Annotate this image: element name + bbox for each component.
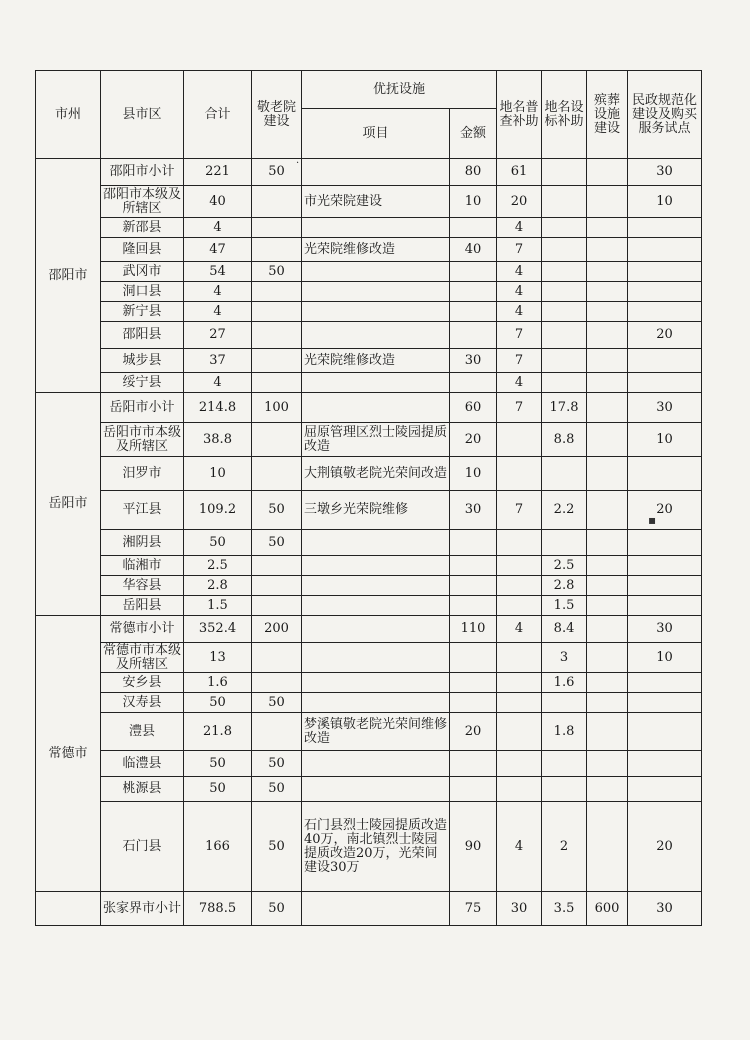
- total-cell: 4: [184, 218, 252, 238]
- table-row: [36, 616, 702, 643]
- project-cell: [302, 777, 450, 802]
- funeral-cell: [587, 423, 628, 457]
- table-row: [36, 186, 702, 218]
- table-row: [36, 530, 702, 556]
- amount-cell: 90: [450, 802, 497, 892]
- civil-cell: [628, 556, 702, 576]
- survey-cell: 7: [497, 393, 542, 423]
- elderly-cell: [252, 713, 302, 751]
- total-cell: 214.8: [184, 393, 252, 423]
- county-cell: 邵阳县: [101, 322, 184, 349]
- county-cell: 岳阳县: [101, 596, 184, 616]
- funeral-cell: [587, 491, 628, 530]
- marker-cell: [542, 262, 587, 282]
- amount-cell: [450, 556, 497, 576]
- total-cell: 109.2: [184, 491, 252, 530]
- table-row: [36, 576, 702, 596]
- elderly-cell: 50: [252, 892, 302, 926]
- funeral-cell: [587, 159, 628, 186]
- civil-cell: [628, 218, 702, 238]
- elderly-cell: [252, 596, 302, 616]
- total-cell: 10: [184, 457, 252, 491]
- header-total: 合计: [184, 71, 252, 159]
- project-cell: [302, 596, 450, 616]
- county-cell: 汉寿县: [101, 693, 184, 713]
- total-cell: 352.4: [184, 616, 252, 643]
- table-row: [36, 349, 702, 373]
- marker-cell: 8.8: [542, 423, 587, 457]
- survey-cell: 4: [497, 373, 542, 393]
- funeral-cell: [587, 302, 628, 322]
- total-cell: 1.6: [184, 673, 252, 693]
- funeral-cell: [587, 596, 628, 616]
- amount-cell: 40: [450, 238, 497, 262]
- total-cell: 50: [184, 693, 252, 713]
- project-cell: [302, 302, 450, 322]
- amount-cell: 10: [450, 186, 497, 218]
- header-project: 项目: [302, 109, 450, 159]
- header-amount: 金额: [450, 109, 497, 159]
- marker-cell: [542, 282, 587, 302]
- header-place-name-marker: 地名设标补助: [542, 71, 587, 159]
- project-cell: [302, 751, 450, 777]
- marker-cell: [542, 322, 587, 349]
- civil-cell: [628, 530, 702, 556]
- civil-cell: 20: [628, 802, 702, 892]
- project-cell: [302, 218, 450, 238]
- total-cell: 50: [184, 530, 252, 556]
- civil-cell: 10: [628, 643, 702, 673]
- table-row: [36, 693, 702, 713]
- marker-cell: [542, 457, 587, 491]
- amount-cell: [450, 322, 497, 349]
- survey-cell: 7: [497, 491, 542, 530]
- survey-cell: [497, 457, 542, 491]
- marker-cell: 1.8: [542, 713, 587, 751]
- elderly-cell: [252, 322, 302, 349]
- header-row-1: [36, 71, 702, 109]
- survey-cell: 61: [497, 159, 542, 186]
- scan-speck: ▪: [648, 513, 657, 527]
- total-cell: 50: [184, 777, 252, 802]
- elderly-cell: [252, 457, 302, 491]
- marker-cell: [542, 186, 587, 218]
- survey-cell: [497, 713, 542, 751]
- project-cell: [302, 530, 450, 556]
- funeral-cell: [587, 713, 628, 751]
- elderly-cell: 50: [252, 159, 302, 186]
- project-cell: [302, 693, 450, 713]
- survey-cell: 7: [497, 322, 542, 349]
- total-cell: 4: [184, 373, 252, 393]
- total-cell: 221: [184, 159, 252, 186]
- project-cell: 屈原管理区烈士陵园提质改造: [302, 423, 450, 457]
- funeral-cell: [587, 616, 628, 643]
- civil-cell: 30: [628, 616, 702, 643]
- marker-cell: [542, 302, 587, 322]
- county-cell: 华容县: [101, 576, 184, 596]
- survey-cell: [497, 777, 542, 802]
- total-cell: 166: [184, 802, 252, 892]
- elderly-cell: [252, 423, 302, 457]
- county-cell: 城步县: [101, 349, 184, 373]
- header-elderly-home: 敬老院建设: [252, 71, 302, 159]
- table-row: [36, 673, 702, 693]
- survey-cell: [497, 530, 542, 556]
- marker-cell: 2.2: [542, 491, 587, 530]
- survey-cell: 4: [497, 802, 542, 892]
- table-body: [36, 159, 702, 926]
- funeral-cell: [587, 238, 628, 262]
- table-row: [36, 491, 702, 530]
- marker-cell: [542, 777, 587, 802]
- total-cell: 13: [184, 643, 252, 673]
- county-cell: 临澧县: [101, 751, 184, 777]
- county-cell: 新邵县: [101, 218, 184, 238]
- elderly-cell: [252, 238, 302, 262]
- amount-cell: [450, 643, 497, 673]
- civil-cell: 10: [628, 423, 702, 457]
- survey-cell: [497, 556, 542, 576]
- project-cell: [302, 892, 450, 926]
- funeral-cell: [587, 349, 628, 373]
- header-civil-affairs: 民政规范化建设及购买服务试点: [628, 71, 702, 159]
- project-cell: [302, 282, 450, 302]
- survey-cell: [497, 693, 542, 713]
- header-county: 县市区: [101, 71, 184, 159]
- total-cell: 788.5: [184, 892, 252, 926]
- funeral-cell: [587, 373, 628, 393]
- scan-speck: ·: [296, 158, 300, 169]
- elderly-cell: [252, 349, 302, 373]
- project-cell: [302, 373, 450, 393]
- project-cell: [302, 393, 450, 423]
- table-row: [36, 302, 702, 322]
- project-cell: [302, 616, 450, 643]
- total-cell: 2.8: [184, 576, 252, 596]
- total-cell: 50: [184, 751, 252, 777]
- county-cell: 岳阳市市本级及所辖区: [101, 423, 184, 457]
- civil-cell: [628, 282, 702, 302]
- table-row: [36, 218, 702, 238]
- marker-cell: [542, 218, 587, 238]
- total-cell: 4: [184, 302, 252, 322]
- elderly-cell: 50: [252, 262, 302, 282]
- elderly-cell: 50: [252, 751, 302, 777]
- survey-cell: [497, 751, 542, 777]
- county-cell: 安乡县: [101, 673, 184, 693]
- elderly-cell: [252, 218, 302, 238]
- elderly-cell: [252, 302, 302, 322]
- elderly-cell: [252, 673, 302, 693]
- amount-cell: [450, 751, 497, 777]
- survey-cell: 4: [497, 616, 542, 643]
- amount-cell: [450, 302, 497, 322]
- civil-cell: [628, 576, 702, 596]
- project-cell: [302, 556, 450, 576]
- civil-cell: 30: [628, 393, 702, 423]
- total-cell: 54: [184, 262, 252, 282]
- county-cell: 隆回县: [101, 238, 184, 262]
- elderly-cell: 50: [252, 693, 302, 713]
- amount-cell: [450, 693, 497, 713]
- survey-cell: [497, 673, 542, 693]
- county-cell: 常德市市本级及所辖区: [101, 643, 184, 673]
- survey-cell: 20: [497, 186, 542, 218]
- county-cell: 澧县: [101, 713, 184, 751]
- table-row: [36, 393, 702, 423]
- elderly-cell: 200: [252, 616, 302, 643]
- funeral-cell: [587, 186, 628, 218]
- project-cell: 三墩乡光荣院维修: [302, 491, 450, 530]
- civil-cell: [628, 596, 702, 616]
- marker-cell: 17.8: [542, 393, 587, 423]
- marker-cell: 1.6: [542, 673, 587, 693]
- survey-cell: 4: [497, 302, 542, 322]
- survey-cell: 4: [497, 282, 542, 302]
- survey-cell: 30: [497, 892, 542, 926]
- amount-cell: 110: [450, 616, 497, 643]
- funding-table: [35, 70, 702, 926]
- elderly-cell: 50: [252, 491, 302, 530]
- amount-cell: 30: [450, 349, 497, 373]
- civil-cell: [628, 349, 702, 373]
- table-row: [36, 777, 702, 802]
- survey-cell: 7: [497, 238, 542, 262]
- project-cell: [302, 643, 450, 673]
- amount-cell: [450, 373, 497, 393]
- elderly-cell: 50: [252, 530, 302, 556]
- civil-cell: [628, 777, 702, 802]
- header-preferential: 优抚设施: [302, 71, 497, 109]
- county-cell: 常德市小计: [101, 616, 184, 643]
- funeral-cell: [587, 777, 628, 802]
- marker-cell: [542, 693, 587, 713]
- total-cell: 47: [184, 238, 252, 262]
- elderly-cell: [252, 186, 302, 218]
- survey-cell: 4: [497, 262, 542, 282]
- civil-cell: [628, 373, 702, 393]
- table-row: [36, 282, 702, 302]
- marker-cell: 2.8: [542, 576, 587, 596]
- county-cell: 武冈市: [101, 262, 184, 282]
- city-cell: 常德市: [36, 616, 101, 892]
- county-cell: 平江县: [101, 491, 184, 530]
- elderly-cell: 100: [252, 393, 302, 423]
- civil-cell: [628, 457, 702, 491]
- elderly-cell: [252, 556, 302, 576]
- civil-cell: [628, 751, 702, 777]
- table-row: [36, 159, 702, 186]
- county-cell: 岳阳市小计: [101, 393, 184, 423]
- civil-cell: [628, 713, 702, 751]
- table-row: [36, 457, 702, 491]
- project-cell: [302, 576, 450, 596]
- funeral-cell: [587, 693, 628, 713]
- funeral-cell: [587, 556, 628, 576]
- survey-cell: [497, 643, 542, 673]
- amount-cell: [450, 673, 497, 693]
- table-row: [36, 322, 702, 349]
- survey-cell: [497, 423, 542, 457]
- funeral-cell: [587, 322, 628, 349]
- county-cell: 邵阳市小计: [101, 159, 184, 186]
- county-cell: 洞口县: [101, 282, 184, 302]
- funeral-cell: [587, 576, 628, 596]
- project-cell: 光荣院维修改造: [302, 349, 450, 373]
- project-cell: [302, 673, 450, 693]
- county-cell: 邵阳市本级及所辖区: [101, 186, 184, 218]
- marker-cell: 3: [542, 643, 587, 673]
- civil-cell: [628, 262, 702, 282]
- amount-cell: 75: [450, 892, 497, 926]
- total-cell: 38.8: [184, 423, 252, 457]
- amount-cell: 20: [450, 713, 497, 751]
- total-cell: 2.5: [184, 556, 252, 576]
- total-cell: 21.8: [184, 713, 252, 751]
- funeral-cell: [587, 802, 628, 892]
- amount-cell: 80: [450, 159, 497, 186]
- amount-cell: 60: [450, 393, 497, 423]
- total-cell: 1.5: [184, 596, 252, 616]
- survey-cell: 7: [497, 349, 542, 373]
- funeral-cell: [587, 457, 628, 491]
- amount-cell: 20: [450, 423, 497, 457]
- county-cell: 绥宁县: [101, 373, 184, 393]
- funeral-cell: [587, 530, 628, 556]
- county-cell: 汨罗市: [101, 457, 184, 491]
- project-cell: 大荆镇敬老院光荣间改造: [302, 457, 450, 491]
- project-cell: [302, 322, 450, 349]
- county-cell: 张家界市小计: [101, 892, 184, 926]
- city-cell: [36, 892, 101, 926]
- amount-cell: [450, 576, 497, 596]
- amount-cell: [450, 218, 497, 238]
- elderly-cell: 50: [252, 777, 302, 802]
- civil-cell: [628, 673, 702, 693]
- project-cell: [302, 262, 450, 282]
- amount-cell: 10: [450, 457, 497, 491]
- county-cell: 临湘市: [101, 556, 184, 576]
- marker-cell: [542, 159, 587, 186]
- table-row: [36, 713, 702, 751]
- county-cell: 湘阴县: [101, 530, 184, 556]
- amount-cell: [450, 596, 497, 616]
- county-cell: 新宁县: [101, 302, 184, 322]
- total-cell: 4: [184, 282, 252, 302]
- project-cell: [302, 159, 450, 186]
- city-cell: 邵阳市: [36, 159, 101, 393]
- project-cell: 石门县烈士陵园提质改造40万，南北镇烈士陵园提质改造20万，光荣间建设30万: [302, 802, 450, 892]
- funeral-cell: [587, 282, 628, 302]
- civil-cell: [628, 302, 702, 322]
- county-cell: 桃源县: [101, 777, 184, 802]
- civil-cell: [628, 238, 702, 262]
- amount-cell: [450, 530, 497, 556]
- county-cell: 石门县: [101, 802, 184, 892]
- marker-cell: [542, 349, 587, 373]
- table-row: [36, 596, 702, 616]
- project-cell: 市光荣院建设: [302, 186, 450, 218]
- total-cell: 37: [184, 349, 252, 373]
- funeral-cell: [587, 673, 628, 693]
- marker-cell: [542, 373, 587, 393]
- elderly-cell: [252, 643, 302, 673]
- table-row: [36, 238, 702, 262]
- amount-cell: [450, 262, 497, 282]
- marker-cell: [542, 530, 587, 556]
- header-place-name-survey: 地名普查补助: [497, 71, 542, 159]
- funeral-cell: [587, 643, 628, 673]
- funeral-cell: [587, 751, 628, 777]
- funeral-cell: [587, 262, 628, 282]
- header-funeral: 殡葬设施建设: [587, 71, 628, 159]
- table-row: [36, 423, 702, 457]
- marker-cell: 2: [542, 802, 587, 892]
- project-cell: 梦溪镇敬老院光荣间维修改造: [302, 713, 450, 751]
- elderly-cell: [252, 576, 302, 596]
- funeral-cell: 600: [587, 892, 628, 926]
- header-city: 市州: [36, 71, 101, 159]
- amount-cell: [450, 282, 497, 302]
- table-row: [36, 262, 702, 282]
- table-row: [36, 892, 702, 926]
- table-row: [36, 751, 702, 777]
- civil-cell: [628, 693, 702, 713]
- city-cell: 岳阳市: [36, 393, 101, 616]
- civil-cell: 30: [628, 892, 702, 926]
- civil-cell: 20: [628, 491, 702, 530]
- survey-cell: [497, 596, 542, 616]
- total-cell: 40: [184, 186, 252, 218]
- marker-cell: [542, 238, 587, 262]
- table-row: [36, 802, 702, 892]
- civil-cell: 10: [628, 186, 702, 218]
- elderly-cell: [252, 373, 302, 393]
- funeral-cell: [587, 218, 628, 238]
- survey-cell: [497, 576, 542, 596]
- survey-cell: 4: [497, 218, 542, 238]
- civil-cell: 30: [628, 159, 702, 186]
- marker-cell: 3.5: [542, 892, 587, 926]
- amount-cell: [450, 777, 497, 802]
- marker-cell: 2.5: [542, 556, 587, 576]
- project-cell: 光荣院维修改造: [302, 238, 450, 262]
- table-row: [36, 556, 702, 576]
- table-row: [36, 643, 702, 673]
- marker-cell: 8.4: [542, 616, 587, 643]
- amount-cell: 30: [450, 491, 497, 530]
- civil-cell: 20: [628, 322, 702, 349]
- elderly-cell: [252, 282, 302, 302]
- marker-cell: 1.5: [542, 596, 587, 616]
- table-row: [36, 373, 702, 393]
- marker-cell: [542, 751, 587, 777]
- elderly-cell: 50: [252, 802, 302, 892]
- total-cell: 27: [184, 322, 252, 349]
- funeral-cell: [587, 393, 628, 423]
